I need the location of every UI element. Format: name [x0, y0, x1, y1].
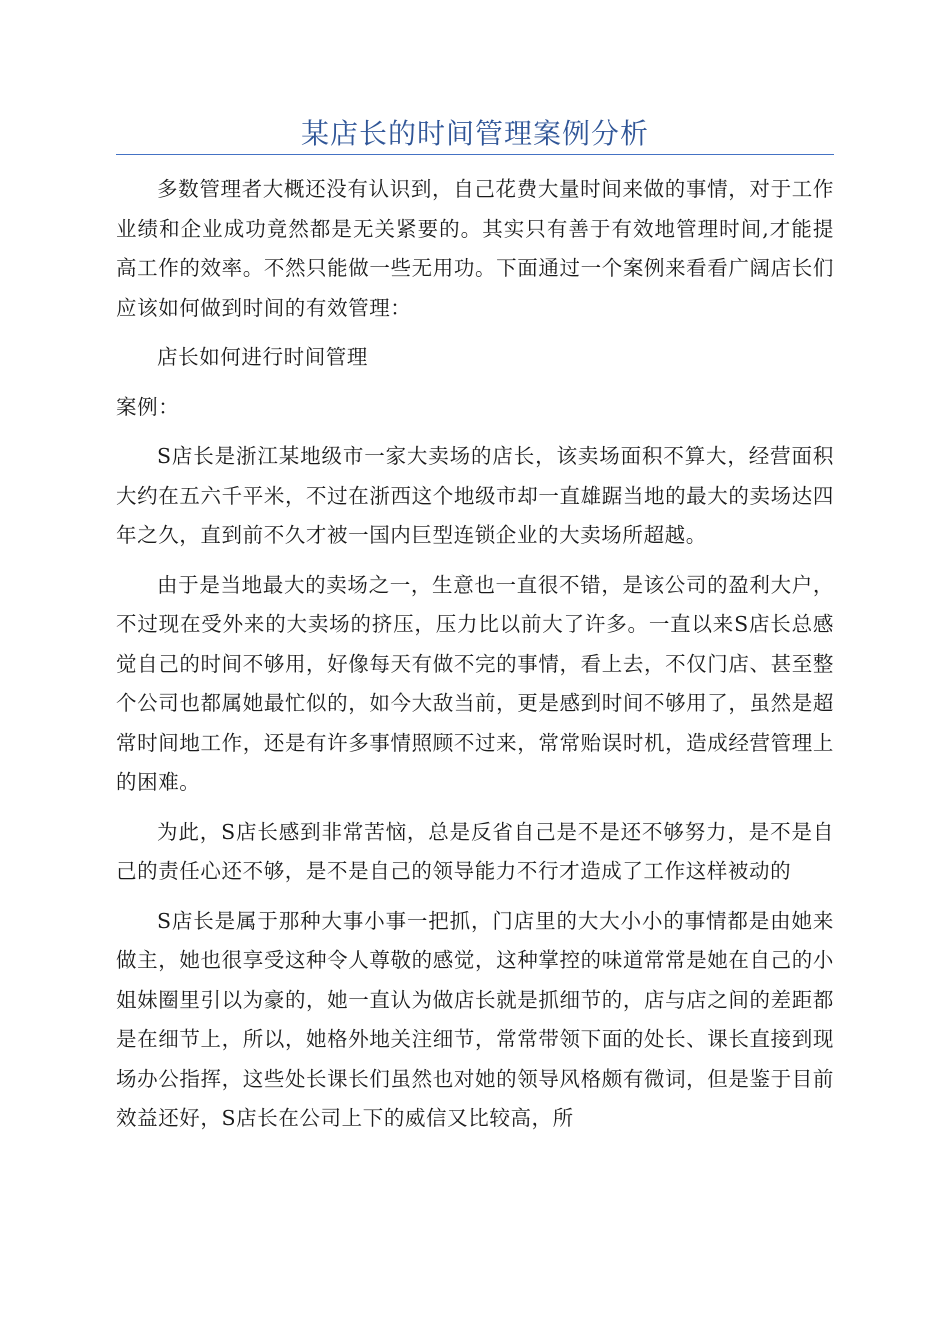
document-title: 某店长的时间管理案例分析 — [300, 117, 649, 150]
section-heading: 店长如何进行时间管理 — [157, 345, 368, 369]
paragraph-pressure: 由于是当地最大的卖场之一，生意也一直很不错，是该公司的盈利大户，不过现在受外来的大卖场的挤压，压力比以前大了许多。一直以来S店长总感觉自己的时间不够用，好像每天有做不完的事情，看上去，不仅门店、甚至整个公司也都属她最忙似的，如今大敌当前，更是感到时间不够用了，虽然是超常时间地工作，还是有许多事情照顾不过来，常常贻误时机，造成经营管理上的困难。 — [116, 572, 834, 794]
paragraph-intro: 多数管理者大概还没有认识到，自己花费大量时间来做的事情，对于工作业绩和企业成功竟然都是无关紧要的。其实只有善于有效地管理时间,才能提高工作的效率。不然只能做一些无用功。下面通过一个案例来看看广阔店长们应该如何做到时间的有效管理： — [116, 177, 834, 320]
document-body — [116, 170, 834, 1149]
case-label: 案例： — [116, 394, 180, 419]
title-underline — [116, 154, 834, 155]
paragraph-reflection: 为此，S店长感到非常苦恼，总是反省自己是不是还不够努力，是不是自己的责任心还不够，是不是自己的领导能力不行才造成了工作这样被动的 — [116, 819, 834, 883]
paragraph-management-style: S店长是属于那种大事小事一把抓，门店里的大大小小的事情都是由她来做主，她也很享受这种令人尊敬的感觉，这种掌控的味道常常是她在自己的小姐妹圈里引以为豪的，她一直认为做店长就是抓细节的，店与店之间的差距都是在细节上，所以，她格外地关注细节，常常带领下面的处长、课长直接到现场办公指挥，这些处长课长们虽然也对她的领导风格颇有微词，但是鉴于目前效益还好，S店长在公司上下的威信又比较高，所 — [116, 908, 834, 1130]
paragraph-case-background: S店长是浙江某地级市一家大卖场的店长，该卖场面积不算大，经营面积大约在五六千平米，不过在浙西这个地级市却一直雄踞当地的最大的卖场达四年之久，直到前不久才被一国内巨型连锁企业的大卖场所超越。 — [116, 444, 834, 547]
